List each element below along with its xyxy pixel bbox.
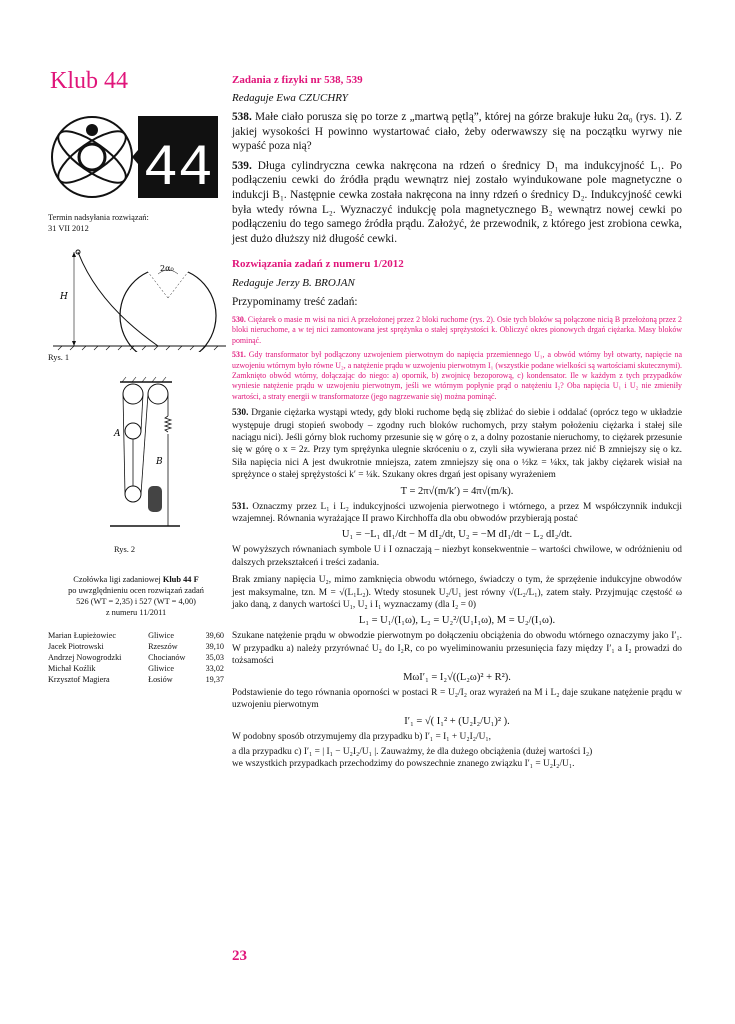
fig2-label-b: B xyxy=(156,457,163,467)
solution-531-case-a: Szukane natężenie prądu w obwodzie pierwotnym po dołączeniu obciążenia do obwodu wtórnego oznaczymy jako I′₁. W przypadku a) należy przyrównać U₂ do I₂R, co po wyeliminowaniu przesunięcia fazy między I′₁ a I₂ prowadzi do tożsamości xyxy=(232,631,682,667)
recall-531: 531. Gdy transformator był podłączony uzwojeniem pierwotnym do napięcia przemiennego U₁, a obwód wtórny był otwarty, napięcie na uzwojeniu wtórnym było równe U₂, a natężenie prądu w uzwojeniu pierwotnym I₁ (wszystkie podane wielkości są wartościami skutecznymi). Zamknięto obwód wtórny, dołączając do niego: a) opornik, b) zwojnicę bezoporową, c) kondensator. Ile w każdym z tych przypadków wyniesie natężenie prądu w uzwojeniu pierwotnym, jeśli we wtórnym popłynie prąd o natężeniu I₂? Oba napięcia U₁ i U₂ nie zmieniły wartości, a straty energii w transformatorze (jego nagrzewanie się) można pominąć. xyxy=(232,350,683,401)
deadline-label: Termin nadsyłania rozwiązań: xyxy=(48,213,149,222)
logo-digits: 44 xyxy=(143,137,213,202)
section-title: Klub 44 xyxy=(50,68,128,94)
fig1-label-angle: 2α₀ xyxy=(160,264,174,273)
table-row: Marian Łupieżowiec Gliwice 39,60 xyxy=(48,631,224,640)
deadline-date: 31 VII 2012 xyxy=(48,224,89,233)
fig1-label-h: H xyxy=(60,292,68,302)
league-table xyxy=(48,630,224,685)
solution-531-substitution: Podstawienie do tego równania oporności w postaci R = U₂/I₂ oraz wyrażeń na M i L₂ daje szukane natężenie prądu w uzwojeniu pierwotnym xyxy=(232,687,682,711)
table-row: Michał Koźlik Gliwice 33,02 xyxy=(48,664,224,673)
fig2-caption: Rys. 2 xyxy=(114,545,136,554)
equation-current: I′₁ = √( I₁² + (U₂I₂/U₁)² ). xyxy=(404,715,510,727)
deadline xyxy=(48,212,223,234)
reminder: Przypominamy treść zadań: xyxy=(232,296,358,309)
problems-heading: Zadania z fizyki nr 538, 539 xyxy=(232,74,363,86)
equation-identity: MωI′₁ = I₂√((L₂ω)² + R²). xyxy=(403,671,511,683)
figure-2 xyxy=(100,376,190,536)
solution-530: 530. Drganie ciężarka wystąpi wtedy, gdy bloki ruchome będą się zbliżać do siebie i oddalać (oprócz tego w układzie występuje drugi stopień swobody – zgodny ruch bloków ruchomych, przy stałym położeniu ciężarka i stałej sile naciągu nici). Jeśli górny blok ruchomy przesunie się w górę o z, a dolny pozostanie nieruchomy, to ciężarek przesunie się w górę o x = 2z. Przy tym sprężynka ulegnie skróceniu o z, czyli siła wywierana przez nić B zmniejszy się o kz. Siła napięcia nici A jest dwukrotnie mniejsza, zatem zmniejszy się ona o ½kz = ¼kx, tak jakby ciężarek wisiał na sprężynce o stałej sprężystości k′ = ¼k. Szukany okres drgań jest opisany wyrażeniem xyxy=(232,408,682,481)
table-row: Krzysztof Magiera Łosiów 19,37 xyxy=(48,675,224,684)
solutions-editor: Redaguje Jerzy B. BROJAN xyxy=(232,277,355,290)
klub44-logo xyxy=(48,112,220,202)
league-intro: Czołówka ligi zadaniowej Klub 44 F po uwzględnieniu ocen rozwiązań zadań 526 (WT = 2,35) i 527 (WT = 4,00) z numeru 11/2011 xyxy=(68,575,204,617)
problem-538: 538. Małe ciało porusza się po torze z „martwą pętlą”, której na górze brakuje łuku 2α₀ (rys. 1). Z jakiej wysokości H powinno wystartować ciało, żeby oderwawszy się na początku wyrwy nie wypaść poza nią? xyxy=(232,111,682,153)
page-number: 23 xyxy=(232,948,247,964)
equation-kirchhoff: U₁ = −L₁ dI₁/dt − M dI₂/dt, U₂ = −M dI₁/dt − L₂ dI₂/dt. xyxy=(341,529,573,541)
solution-531-case-b: W podobny sposób otrzymujemy dla przypadku b) I′₁ = I₁ + U₂I₂/U₁, xyxy=(232,731,491,742)
equation-inductances: L₁ = U₁/(I₁ω), L₂ = U₂²/(U₁I₁ω), M = U₂/(I₁ω). xyxy=(358,615,556,627)
solution-531-conclusion: we wszystkich przypadkach przechodzimy do powszechnie znanego związku I′₁ = U₂I₂/U₁. xyxy=(232,759,575,770)
equation-period: T = 2π√(m/k′) = 4π√(m/k). xyxy=(400,485,514,497)
solution-531-note: W powyższych równaniach symbole U i I oznaczają – niezbyt konsekwentnie – wartości chwilowe, w odróżnieniu od dalszych przekształceń i treści zadania. xyxy=(232,545,682,568)
fig2-label-a: A xyxy=(114,429,121,439)
figure-1 xyxy=(48,244,228,352)
solution-531: 531. Oznaczmy przez L₁ i L₂ indukcyjności uzwojenia pierwotnego i wtórnego, a przez M współczynnik indukcji wzajemnej. Równania wyrażające II prawo Kirchhoffa dla obu obwodów przybierają postać xyxy=(232,501,683,525)
problem-539: 539. Długa cylindryczna cewka nakręcona na rdzeń o średnicy D₁ ma indukcyjność L₁. Po podłączeniu cewki do źródła prądu wewnątrz niej zostało wyindukowane pole magnetyczne o indukcji B₁. Następnie cewka została nakręcona na inny rdzeń o średnicy D₂. Indukcyjność cewki była wtedy równa L₂. Wyznaczyć indukcję pola magnetycznego B₂ wewnątrz nowej cewki po podłączeniu do tego samego źródła prądu. Założyć, że przewodnik, z którego jest zrobiona cewka, jest dużo dłuższy niż długość cewki. xyxy=(232,159,683,245)
solution-531-coupling: Brak zmiany napięcia U₂, mimo zamknięcia obwodu wtórnego, świadczy o tym, że sprzężenie indukcyjne obwodów jest maksymalne, tzn. M = √(L₁L₂). Wtedy stosunek U₂/U₁ jest równy √(L₂/L₁), zatem stały. Przyjmując częstość ω jako daną, z danych wartości U₁, U₂ i I₁ wyznaczamy (dla I₂ = 0) xyxy=(232,575,682,611)
fig1-caption: Rys. 1 xyxy=(48,353,70,362)
solutions-heading: Rozwiązania zadań z numeru 1/2012 xyxy=(232,258,404,271)
solution-531-case-c: a dla przypadku c) I′₁ = | I₁ − U₂I₂/U₁ |. Zauważmy, że dla dużego obciążenia (dużej wartości I₂) xyxy=(232,746,593,757)
problems-editor: Redaguje Ewa CZUCHRY xyxy=(232,92,348,104)
table-row: Jacek Piotrowski Rzeszów 39,10 xyxy=(48,642,224,651)
league-name: Klub 44 F xyxy=(162,575,199,584)
recall-530: 530. Ciężarek o masie m wisi na nici A przełożonej przez 2 bloki ruchome (rys. 2). Osie tych bloków są połączone nicią B przełożoną przez 2 bloki nieruchome, a w tej nici zamontowana jest sprężynka o stałej sprężystości k. Obliczyć okres pionowych drgań ciężarka. Masy bloków pominąć. xyxy=(232,314,682,345)
table-row: Andrzej Nowogrodzki Chocianów 35,03 xyxy=(48,653,224,662)
main-column xyxy=(232,74,682,771)
